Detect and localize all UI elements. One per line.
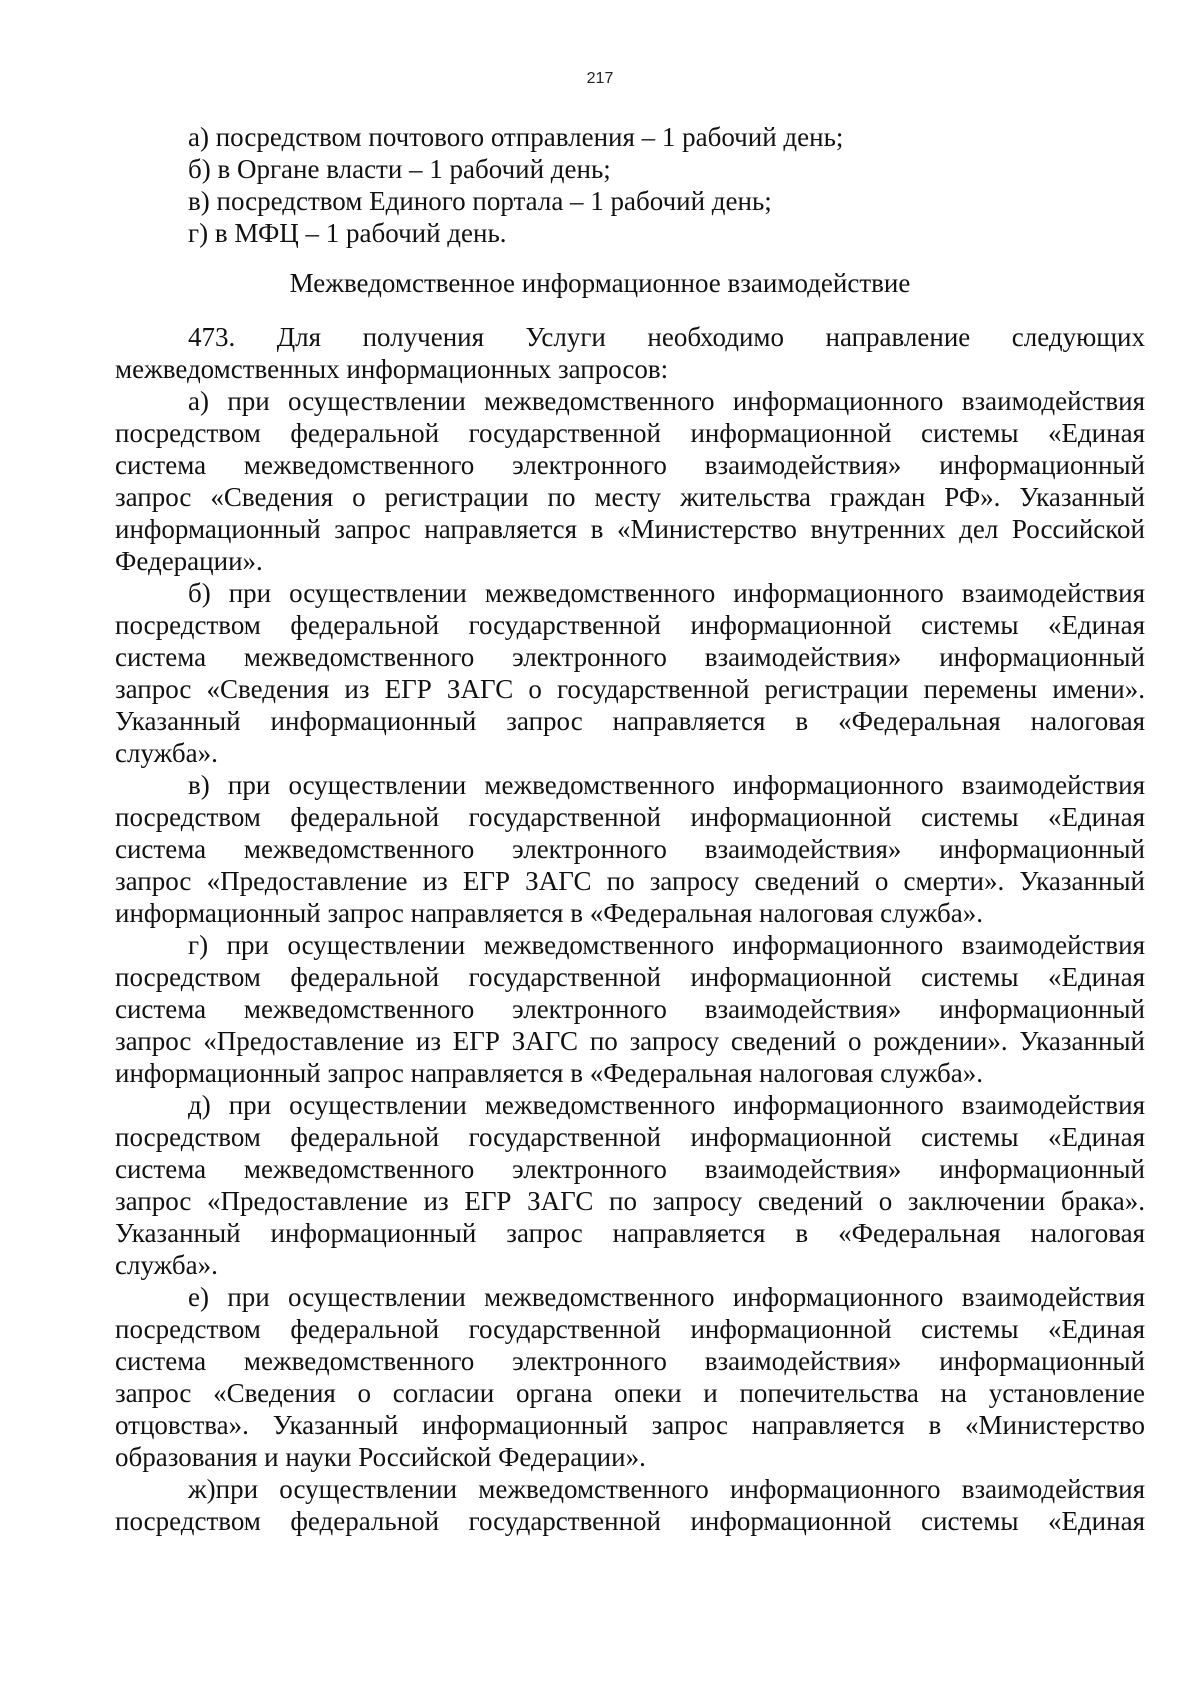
item-d-line: д) при осуществлении межведомственного информационного взаимодействия bbox=[188, 1090, 1145, 1120]
item-a-line: Федерации». bbox=[115, 546, 263, 576]
section-heading: Межведомственное информационное взаимодействие bbox=[289, 268, 911, 298]
item-v-line: в) при осуществлении межведомственного информационного взаимодействия bbox=[188, 770, 1145, 800]
item-b-line: б) при осуществлении межведомственного информационного взаимодействия bbox=[188, 578, 1145, 608]
item-v-line: информационный запрос направляется в «Федеральная налоговая служба». bbox=[115, 898, 983, 928]
item-a-line: а) при осуществлении межведомственного информационного взаимодействия bbox=[188, 386, 1145, 416]
item-zh-line: посредством федеральной государственной информационной системы «Единая bbox=[115, 1506, 1145, 1536]
item-e-line: образования и науки Российской Федерации». bbox=[115, 1442, 646, 1472]
item-v-line: посредством федеральной государственной информационной системы «Единая bbox=[115, 802, 1145, 832]
item-g-line: г) при осуществлении межведомственного информационного взаимодействия bbox=[188, 930, 1145, 960]
item-v-line: система межведомственного электронного взаимодействия» информационный bbox=[115, 834, 1145, 864]
list-item-delivery-portal: в) посредством Единого портала – 1 рабочий день; bbox=[188, 186, 772, 216]
page-number: 217 bbox=[586, 70, 614, 87]
item-b-line: Указанный информационный запрос направляется в «Федеральная налоговая bbox=[115, 706, 1145, 736]
item-a-line: информационный запрос направляется в «Министерство внутренних дел Российской bbox=[115, 514, 1145, 544]
list-item-delivery-post: а) посредством почтового отправления – 1 рабочий день; bbox=[188, 122, 844, 152]
item-g-line: запрос «Предоставление из ЕГР ЗАГС по запросу сведений о рождении». Указанный bbox=[115, 1026, 1145, 1056]
item-e-line: е) при осуществлении межведомственного информационного взаимодействия bbox=[188, 1282, 1145, 1312]
item-e-line: система межведомственного электронного взаимодействия» информационный bbox=[115, 1346, 1145, 1376]
item-d-line: посредством федеральной государственной информационной системы «Единая bbox=[115, 1122, 1145, 1152]
item-d-line: система межведомственного электронного взаимодействия» информационный bbox=[115, 1154, 1145, 1184]
item-b-line: запрос «Сведения из ЕГР ЗАГС о государственной регистрации перемены имени». bbox=[115, 674, 1145, 704]
item-g-line: система межведомственного электронного взаимодействия» информационный bbox=[115, 994, 1145, 1024]
item-b-line: посредством федеральной государственной информационной системы «Единая bbox=[115, 610, 1145, 640]
item-e-line: отцовства». Указанный информационный запрос направляется в «Министерство bbox=[115, 1410, 1145, 1440]
list-item-delivery-mfc: г) в МФЦ – 1 рабочий день. bbox=[188, 218, 507, 248]
item-a-line: система межведомственного электронного взаимодействия» информационный bbox=[115, 450, 1145, 480]
paragraph-473-line: межведомственных информационных запросов: bbox=[115, 354, 669, 384]
item-b-line: система межведомственного электронного взаимодействия» информационный bbox=[115, 642, 1145, 672]
item-d-line: запрос «Предоставление из ЕГР ЗАГС по запросу сведений о заключении брака». bbox=[115, 1186, 1145, 1216]
item-v-line: запрос «Предоставление из ЕГР ЗАГС по запросу сведений о смерти». Указанный bbox=[115, 866, 1145, 896]
paragraph-473-line: 473. Для получения Услуги необходимо направление следующих bbox=[188, 322, 1145, 352]
item-g-line: посредством федеральной государственной информационной системы «Единая bbox=[115, 962, 1145, 992]
item-d-line: служба». bbox=[115, 1250, 218, 1280]
item-a-line: посредством федеральной государственной информационной системы «Единая bbox=[115, 418, 1145, 448]
item-e-line: посредством федеральной государственной информационной системы «Единая bbox=[115, 1314, 1145, 1344]
list-item-delivery-authority: б) в Органе власти – 1 рабочий день; bbox=[188, 154, 611, 184]
item-a-line: запрос «Сведения о регистрации по месту жительства граждан РФ». Указанный bbox=[115, 482, 1145, 512]
item-g-line: информационный запрос направляется в «Федеральная налоговая служба». bbox=[115, 1058, 983, 1088]
item-b-line: служба». bbox=[115, 738, 218, 768]
item-d-line: Указанный информационный запрос направляется в «Федеральная налоговая bbox=[115, 1218, 1145, 1248]
item-zh-line: ж)при осуществлении межведомственного информационного взаимодействия bbox=[188, 1474, 1145, 1504]
item-e-line: запрос «Сведения о согласии органа опеки и попечительства на установление bbox=[115, 1378, 1145, 1408]
